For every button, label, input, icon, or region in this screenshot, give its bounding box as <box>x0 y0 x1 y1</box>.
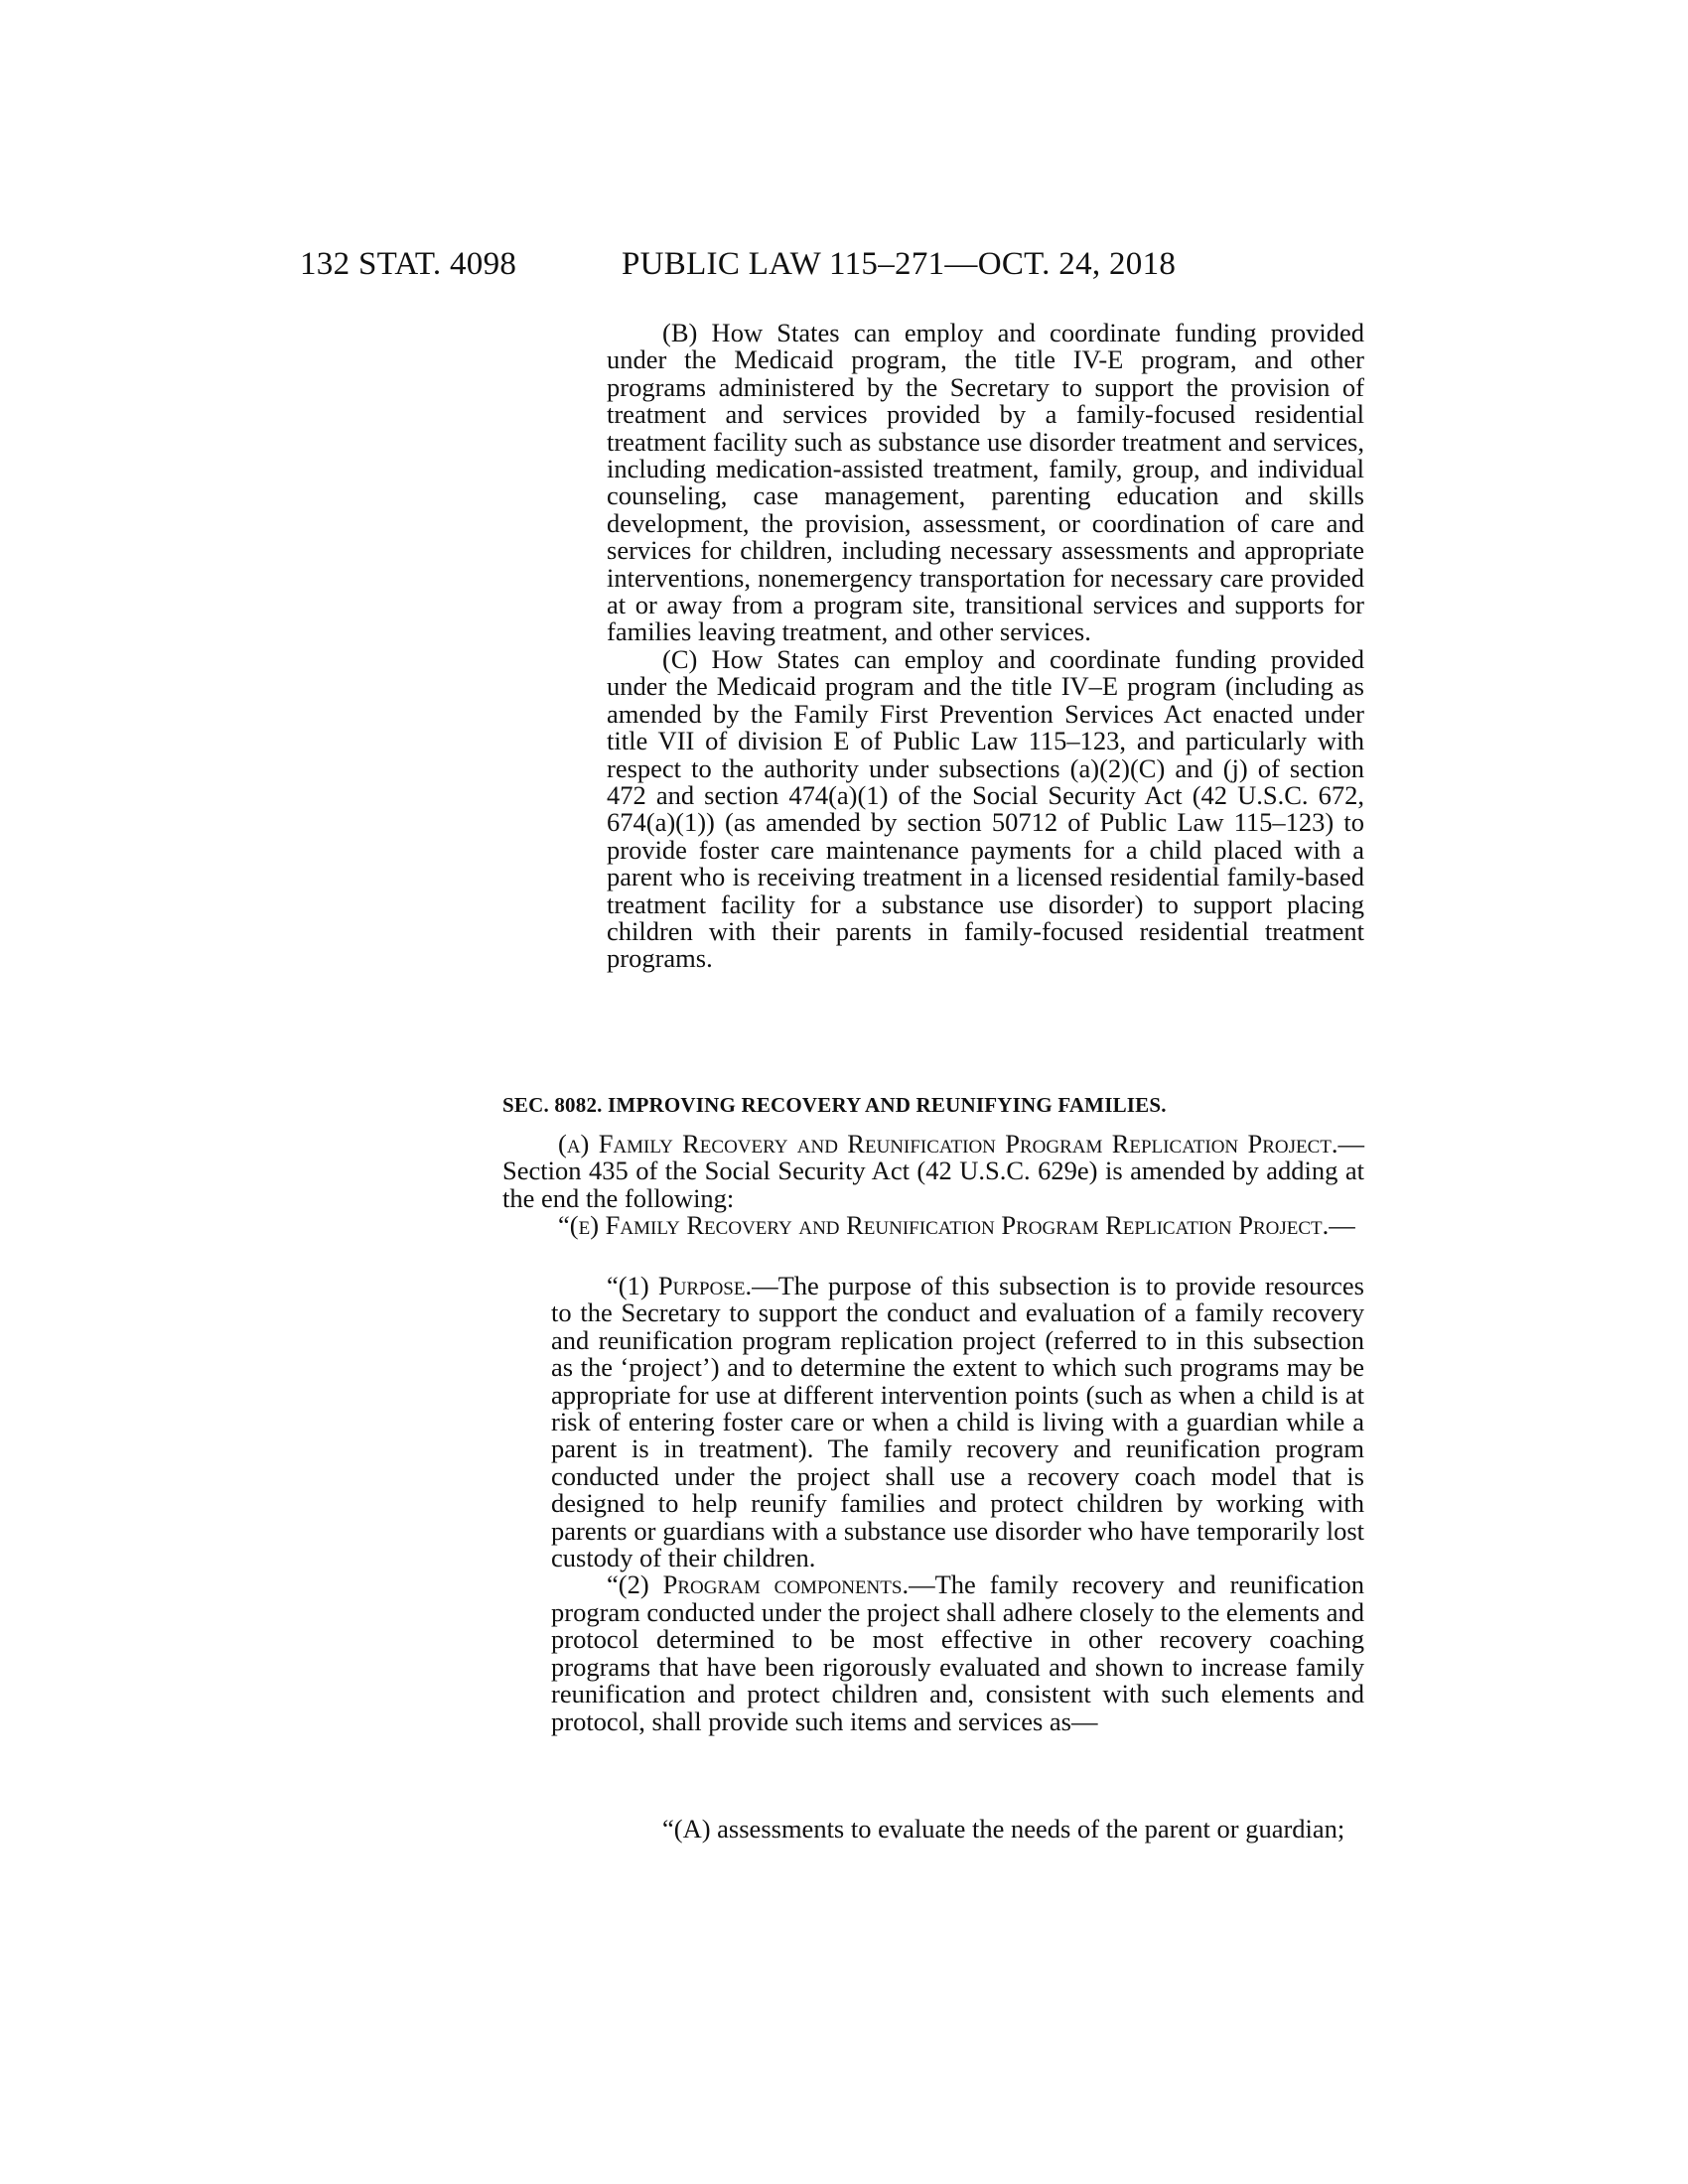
paragraph-c: (C) How States can employ and coordinate funding provided under the Medicaid program and the title IV–E program (including as amended by the Family First Prevention Services Act enacted under title VII of division E of Public Law 115–123, and particularly with respect to the authority under subsections (a)(2)(C) and (j) of section 472 and section 474(a)(1) of the Social Security Act (42 U.S.C. 672, 674(a)(1)) (as amended by section 50712 of Public Law 115–123) to provide foster care maintenance payments for a child placed with a parent who is receiving treatment in a licensed residential family-based treatment facility for a substance use disorder) to support placing children with their parents in family-focused residential treatment programs. <box>607 643 1364 974</box>
paragraph-1-text: —The purpose of this subsection is to provide resources to the Secretary to support the conduct and evaluation of a family recovery and reunification program replication project (referred to in this subsection as the ‘project’) and to determine the extent to which such programs may be appropriate for use at different intervention points (such as when a child is at risk of entering foster care or when a child is living with a guardian while a parent is in treatment). The family recovery and reunification program conducted under the project shall use a recovery coach model that is designed to help reunify families and protect children by working with parents or guardians with a substance use disorder who have temporarily lost custody of their children. <box>551 1271 1364 1573</box>
subsection-a <box>502 1131 1364 1212</box>
paragraph-2-heading: “(2) Program components. <box>607 1570 910 1600</box>
subparagraph-a-block <box>607 1816 1364 1843</box>
subsection-a-heading: (a) Family Recovery and Reunification Program Replication Project. <box>558 1129 1338 1159</box>
paragraph-b-c-block <box>607 320 1364 973</box>
paragraphs-block <box>551 1273 1364 1735</box>
paragraph-2-text: —The family recovery and reunification program conducted under the project shall adhere closely to the elements and protocol determined to be most effective in other recovery coaching programs that have been rigorously evaluated and shown to increase family reunification and protect children and, consistent with such elements and protocol, shall provide such items and services as— <box>551 1570 1364 1736</box>
statute-reference: 132 STAT. 4098 <box>300 246 517 282</box>
subsection-e-heading: “(e) Family Recovery and Reunification Program Replication Project.— <box>558 1210 1355 1241</box>
running-header: PUBLIC LAW 115–271—OCT. 24, 2018 <box>622 246 1177 282</box>
paragraph-b: (B) How States can employ and coordinate funding provided under the Medicaid program, the title IV-E program, and other programs administered by the Secretary to support the provision of treatment and services provided by a family-focused residential treatment facility such as substance use disorder treatment and services, including medication-assisted treatment, family, group, and individual counseling, case management, parenting education and skills development, the provision, assessment, or coordination of care and services for children, including necessary assessments and appropriate interventions, nonemergency transportation for necessary care provided at or away from a program site, transitional services and supports for families leaving treatment, and other services. <box>607 318 1364 647</box>
subparagraph-a: “(A) assessments to evaluate the needs of the parent or guardian; <box>662 1814 1345 1843</box>
subsection-a-text: —Section 435 of the Social Security Act (42 U.S.C. 629e) is amended by adding at the end the following: <box>502 1129 1364 1213</box>
paragraph-1-heading: “(1) Purpose. <box>607 1271 753 1300</box>
section-heading: SEC. 8082. IMPROVING RECOVERY AND REUNIFYING FAMILIES. <box>502 1093 1167 1117</box>
paragraph-1 <box>551 1273 1364 1571</box>
paragraph-2 <box>551 1571 1364 1734</box>
section-a-block <box>502 1131 1364 1240</box>
